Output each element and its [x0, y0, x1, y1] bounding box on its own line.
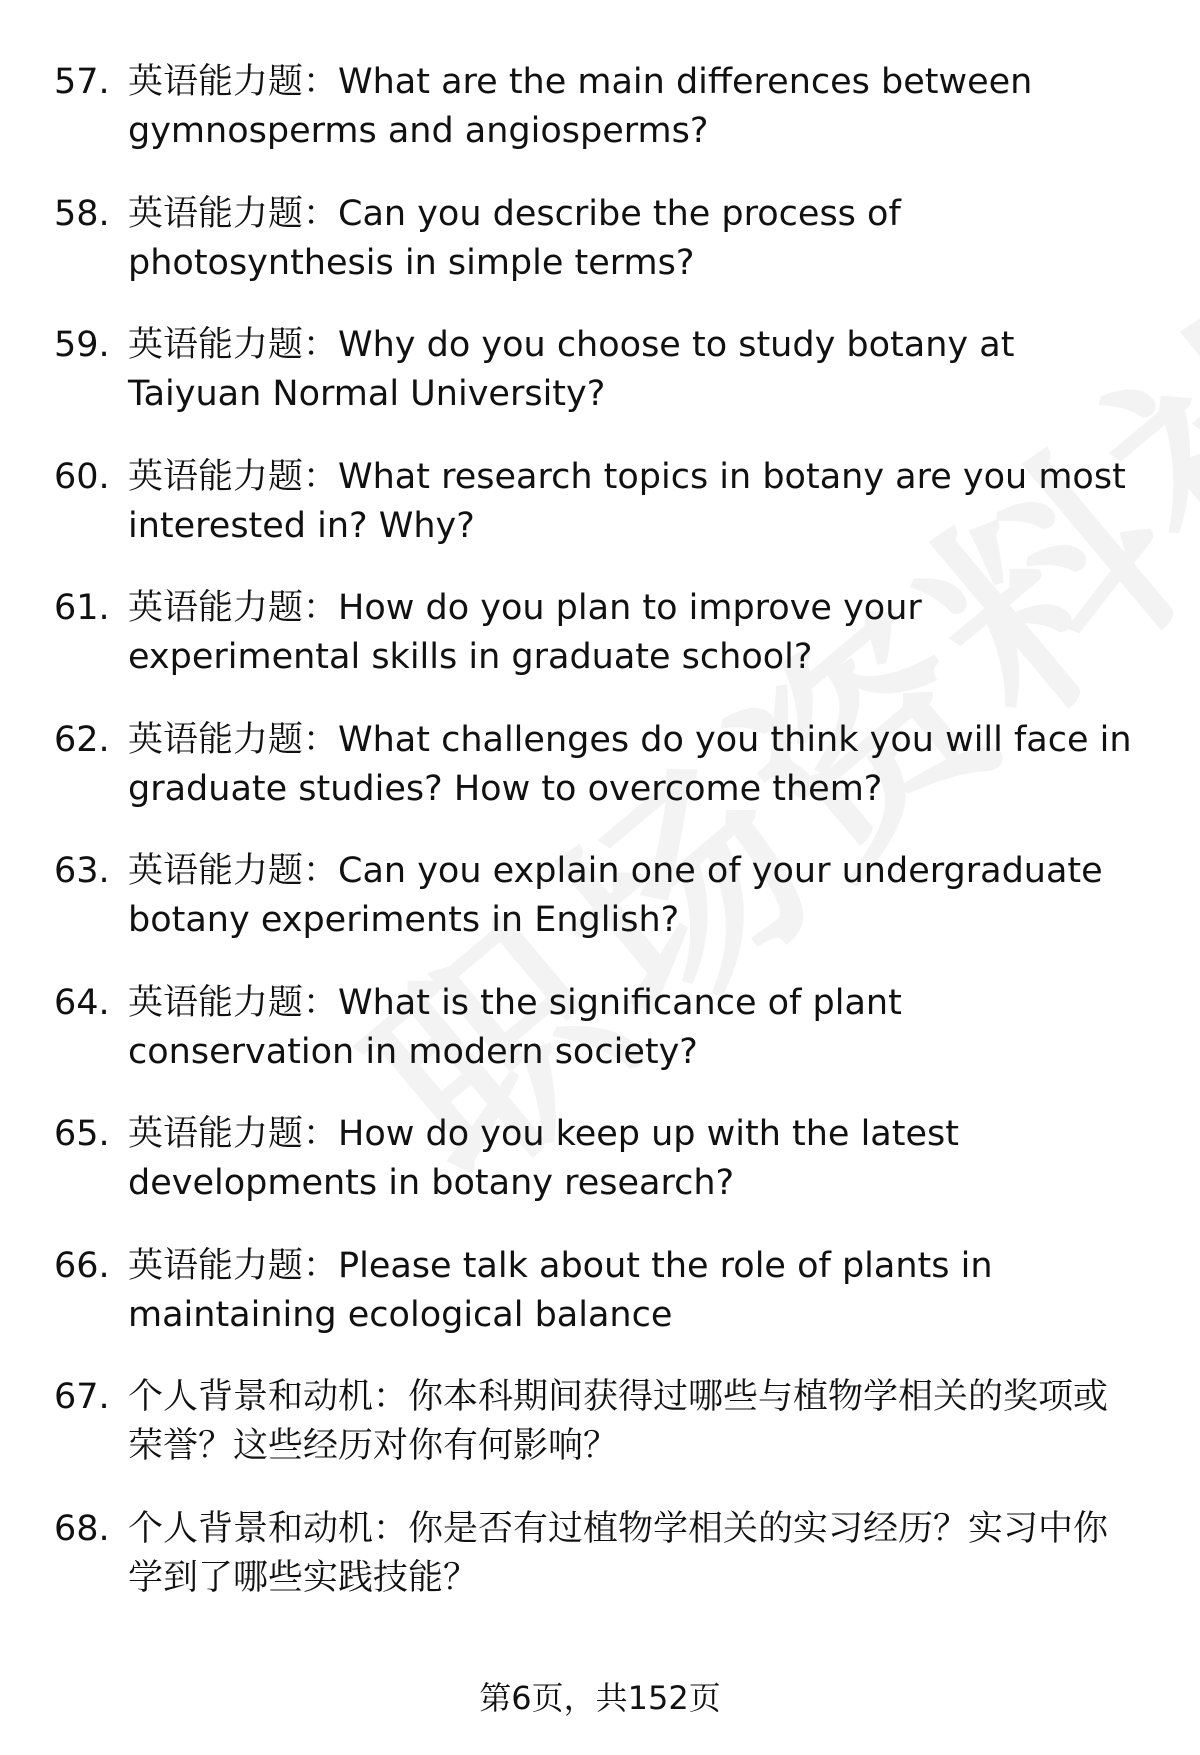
question-text: 英语能力题：What research topics in botany are you most interested in? Why?	[128, 456, 1126, 546]
question-number: 59.	[54, 325, 110, 365]
question-text: 英语能力题：Please talk about the role of plants in maintaining ecological balance	[128, 1245, 993, 1335]
question-item-67	[0, 1373, 1200, 1505]
question-text: 个人背景和动机：你是否有过植物学相关的实习经历？实习中你学到了哪些实践技能？	[128, 1508, 1109, 1598]
question-number: 63.	[54, 851, 110, 891]
question-number: 67.	[54, 1377, 110, 1417]
question-text: 英语能力题：What challenges do you think you will face in graduate studies? How to overcome them?	[128, 719, 1132, 809]
question-item-57	[0, 58, 1200, 190]
question-item-62	[0, 716, 1200, 848]
question-text: 英语能力题：How do you plan to improve your experimental skills in graduate school?	[128, 588, 922, 677]
question-text: 英语能力题：What is the significance of plant conservation in modern society?	[128, 982, 902, 1072]
question-item-63	[0, 847, 1200, 979]
question-text: 个人背景和动机：你本科期间获得过哪些与植物学相关的奖项或荣誉？这些经历对你有何影响？	[128, 1377, 1109, 1466]
question-item-66	[0, 1242, 1200, 1374]
question-item-59	[0, 321, 1200, 453]
question-number: 65.	[54, 1114, 110, 1154]
question-item-60	[0, 453, 1200, 585]
question-item-64	[0, 979, 1200, 1111]
question-number: 66.	[54, 1245, 110, 1286]
question-number: 68.	[54, 1508, 110, 1549]
question-item-58	[0, 190, 1200, 322]
question-text: 英语能力题：Can you describe the process of photosynthesis in simple terms?	[128, 193, 901, 283]
question-item-61	[0, 584, 1200, 716]
question-number: 60.	[54, 456, 110, 497]
question-text: 英语能力题：How do you keep up with the latest developments in botany research?	[128, 1114, 959, 1203]
question-text: 英语能力题：What are the main differences between gymnosperms and angiosperms?	[128, 62, 1033, 151]
question-item-65	[0, 1110, 1200, 1242]
question-number: 64.	[54, 982, 110, 1023]
question-number: 58.	[54, 193, 110, 234]
question-text: 英语能力题：Why do you choose to study botany at Taiyuan Normal University?	[128, 325, 1015, 414]
question-number: 57.	[54, 62, 110, 102]
question-number: 61.	[54, 588, 110, 628]
page-footer: 第6页，共152页	[479, 1679, 721, 1717]
question-number: 62.	[54, 719, 110, 760]
question-text: 英语能力题：Can you explain one of your undergraduate botany experiments in English?	[128, 851, 1103, 940]
question-item-68	[0, 1505, 1200, 1637]
question-list	[0, 58, 1200, 1636]
